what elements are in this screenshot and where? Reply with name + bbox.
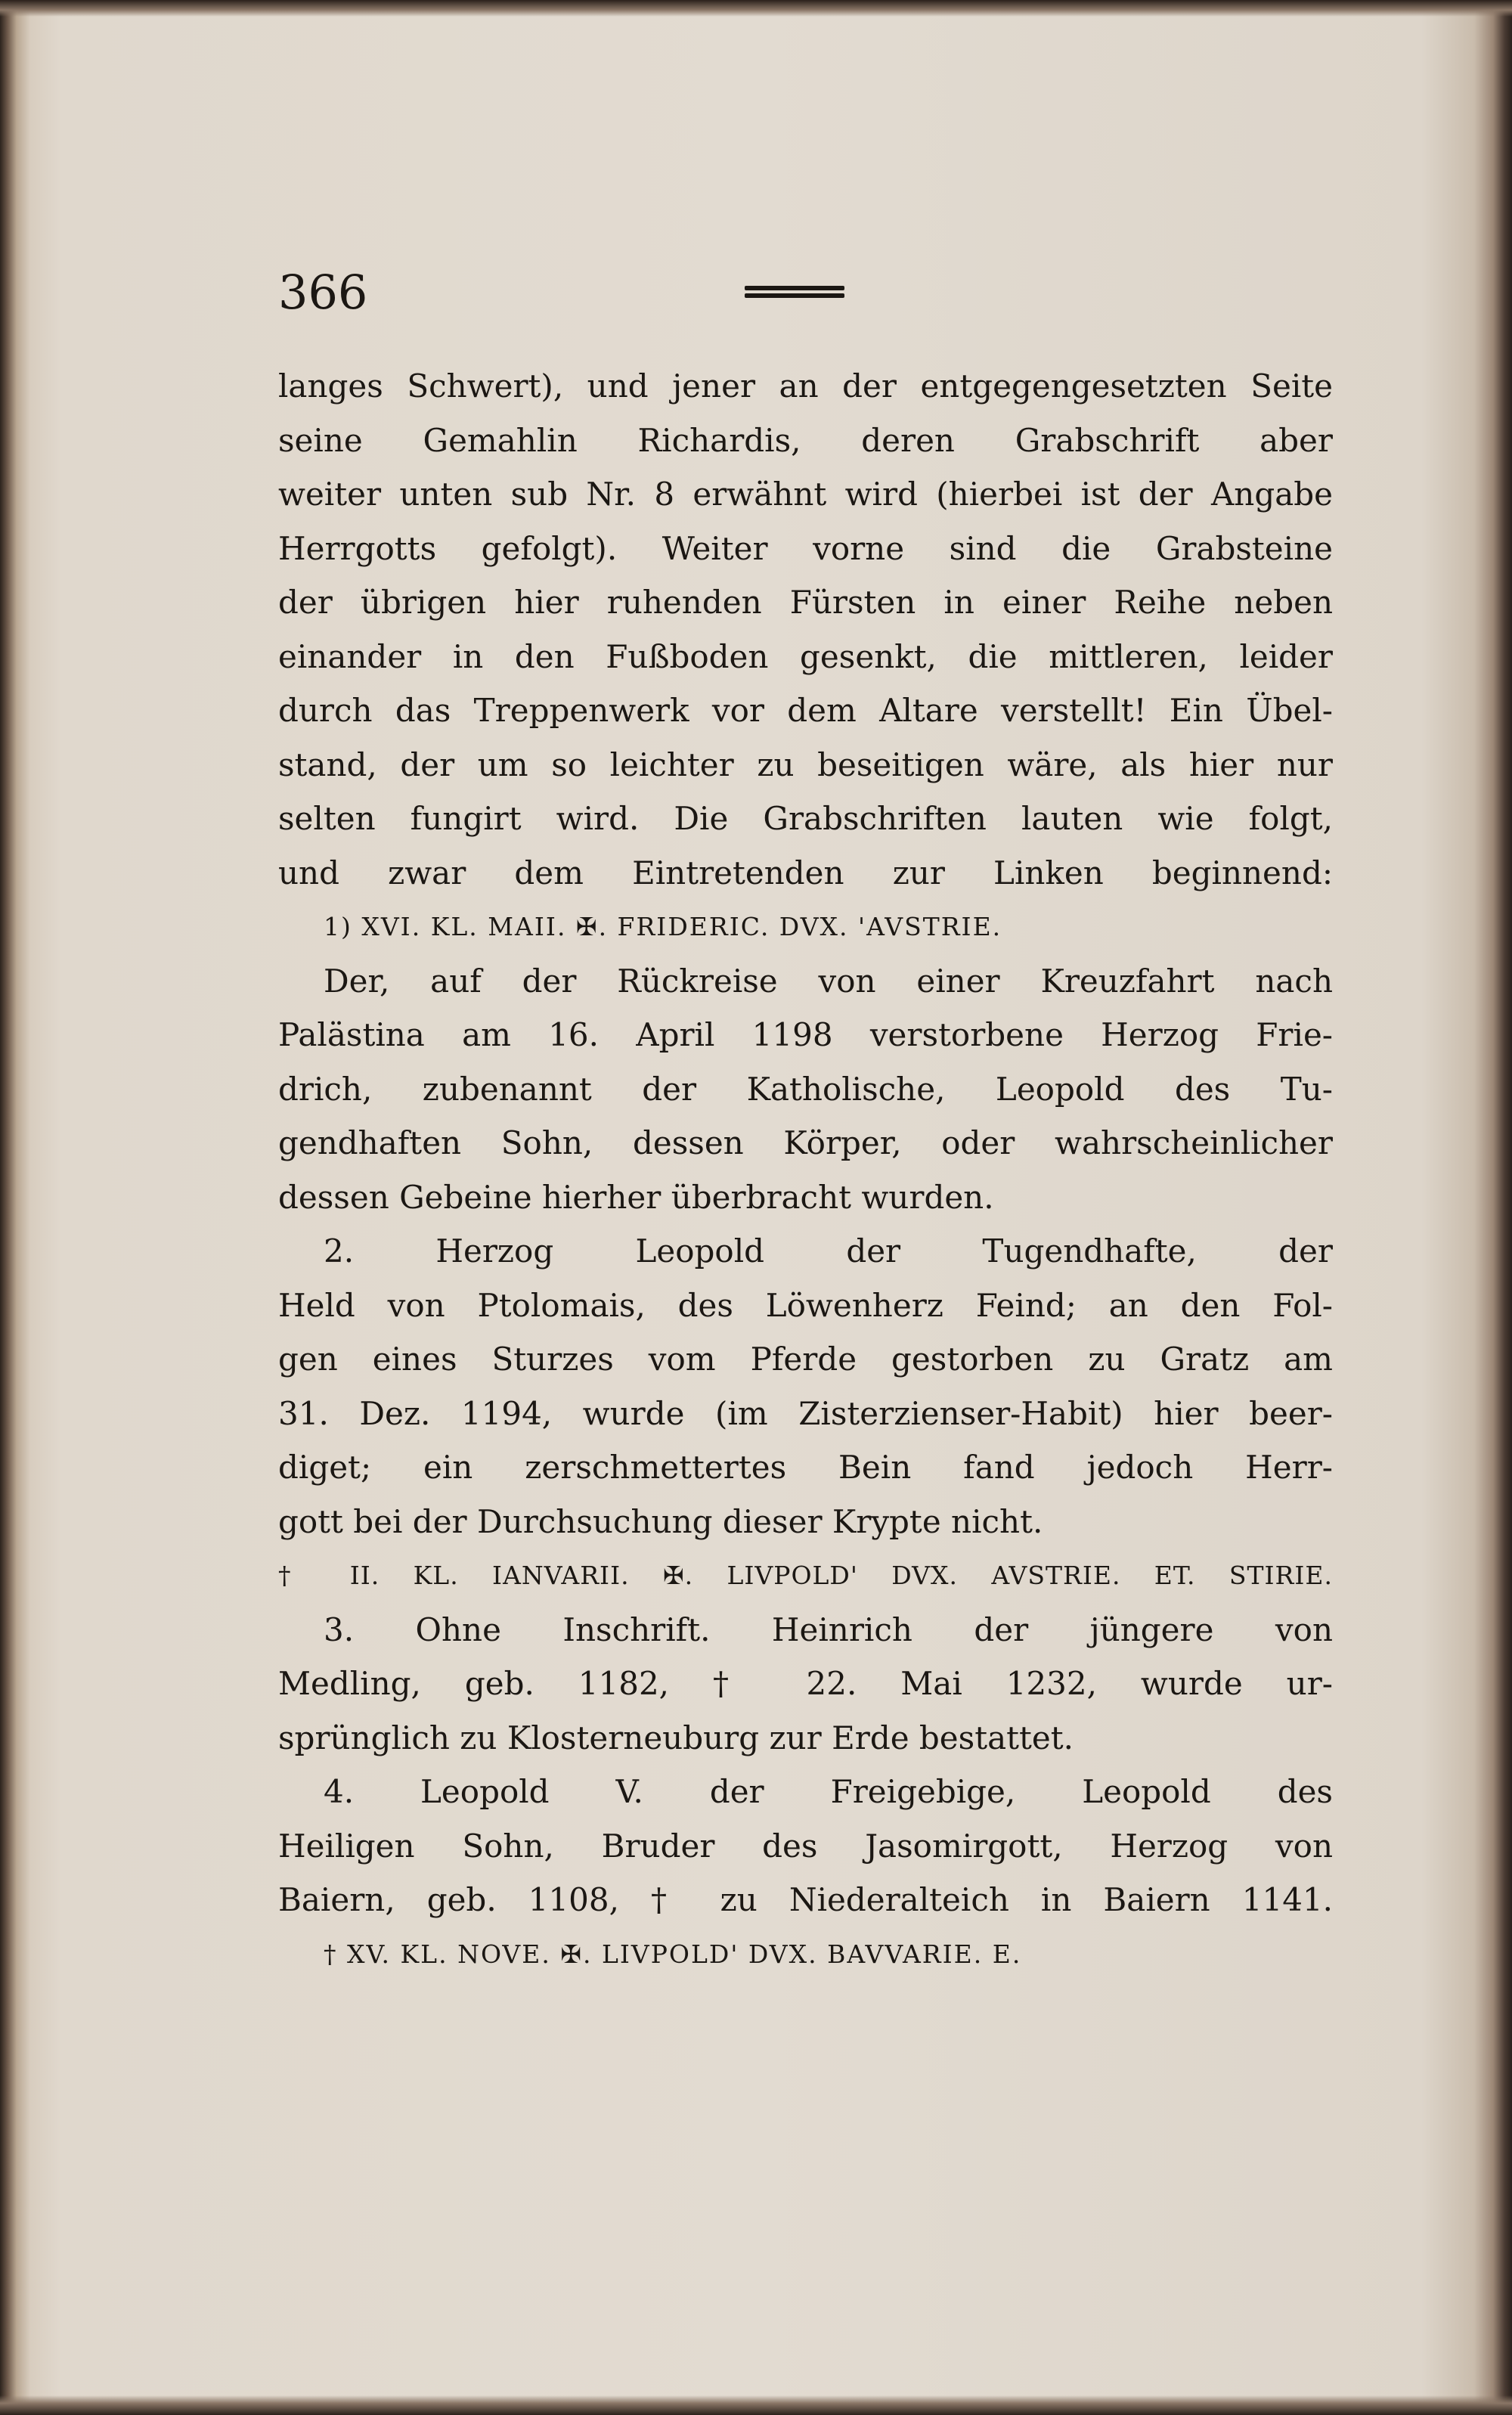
text-line: gott bei der Durchsuchung dieser Krypte nicht. <box>278 1502 1043 1540</box>
page-bottom-edge <box>0 2395 1512 2415</box>
page-number: 366 <box>278 265 368 320</box>
text-line: dessen Gebeine hierher überbracht wurden. <box>278 1178 994 1216</box>
text-line: Herrgotts gefolgt). Weiter vorne sind die Grabsteine <box>278 529 1333 567</box>
page-body <box>278 359 1333 1981</box>
text-line: der übrigen hier ruhenden Fürsten in einer Reihe neben <box>278 584 1333 621</box>
text-line: langes Schwert), und jener an der entgegengesetzten Seite <box>278 367 1333 405</box>
text-line: selten fungirt wird. Die Grabschriften lauten wie folgt, <box>278 800 1333 837</box>
text-line: einander in den Fußboden gesenkt, die mittleren, leider <box>278 637 1333 675</box>
text-line: Medling, geb. 1182, † 22. Mai 1232, wurde ur- <box>278 1665 1333 1702</box>
paragraph-first-line: 4. Leopold V. der Freigebige, Leopold des <box>324 1773 1333 1810</box>
text-line: weiter unten sub Nr. 8 erwähnt wird (hierbei ist der Angabe <box>278 476 1333 513</box>
text-line: gen eines Sturzes vom Pferde gestorben zu Gratz am <box>278 1341 1333 1378</box>
paragraph-first-line: Der, auf der Rückreise von einer Kreuzfahrt nach <box>324 962 1333 1000</box>
text-line: Held von Ptolomais, des Löwenherz Feind; an den Fol- <box>278 1286 1333 1324</box>
text-line: drich, zubenannt der Katholische, Leopold des Tu- <box>278 1070 1333 1108</box>
paragraph-first-line: 2. Herzog Leopold der Tugendhafte, der <box>324 1232 1333 1270</box>
text-line: Palästina am 16. April 1198 verstorbene Herzog Frie- <box>278 1016 1333 1053</box>
text-line: stand, der um so leichter zu beseitigen wäre, als hier nur <box>278 746 1333 783</box>
inscription-line: † XV. KL. NOVE. ✠. LIVPOLD' DVX. BAVVARIE. E. <box>324 1939 1022 1969</box>
text-line: Heiligen Sohn, Bruder des Jasomirgott, Herzog von <box>278 1827 1333 1865</box>
text-line: diget; ein zerschmettertes Bein fand jedoch Herr- <box>278 1449 1333 1486</box>
text-line: 31. Dez. 1194, wurde (im Zisterzienser-Habit) hier beer- <box>278 1394 1333 1432</box>
inscription-line: † II. KL. IANVARII. ✠. LIVPOLD' DVX. AVSTRIE. ET. STIRIE. <box>278 1561 1333 1590</box>
inscription-line: 1) XVI. KL. MAII. ✠. FRIDERIC. DVX. 'AVSTRIE. <box>324 912 1002 941</box>
text-line: gendhaften Sohn, dessen Körper, oder wahrscheinlicher <box>278 1124 1333 1161</box>
text-line: und zwar dem Eintretenden zur Linken beginnend: <box>278 854 1333 891</box>
text-line: seine Gemahlin Richardis, deren Grabschrift aber <box>278 421 1333 459</box>
text-line: sprünglich zu Klosterneuburg zur Erde bestattet. <box>278 1719 1074 1756</box>
text-line: Baiern, geb. 1108, † zu Niederalteich in Baiern 1141. <box>278 1881 1333 1918</box>
page-header <box>278 265 1333 325</box>
paragraph-first-line: 3. Ohne Inschrift. Heinrich der jüngere von <box>324 1611 1333 1648</box>
header-rule <box>745 286 844 302</box>
page-top-edge <box>0 0 1512 17</box>
text-line: durch das Treppenwerk vor dem Altare verstellt! Ein Übel- <box>278 692 1333 729</box>
